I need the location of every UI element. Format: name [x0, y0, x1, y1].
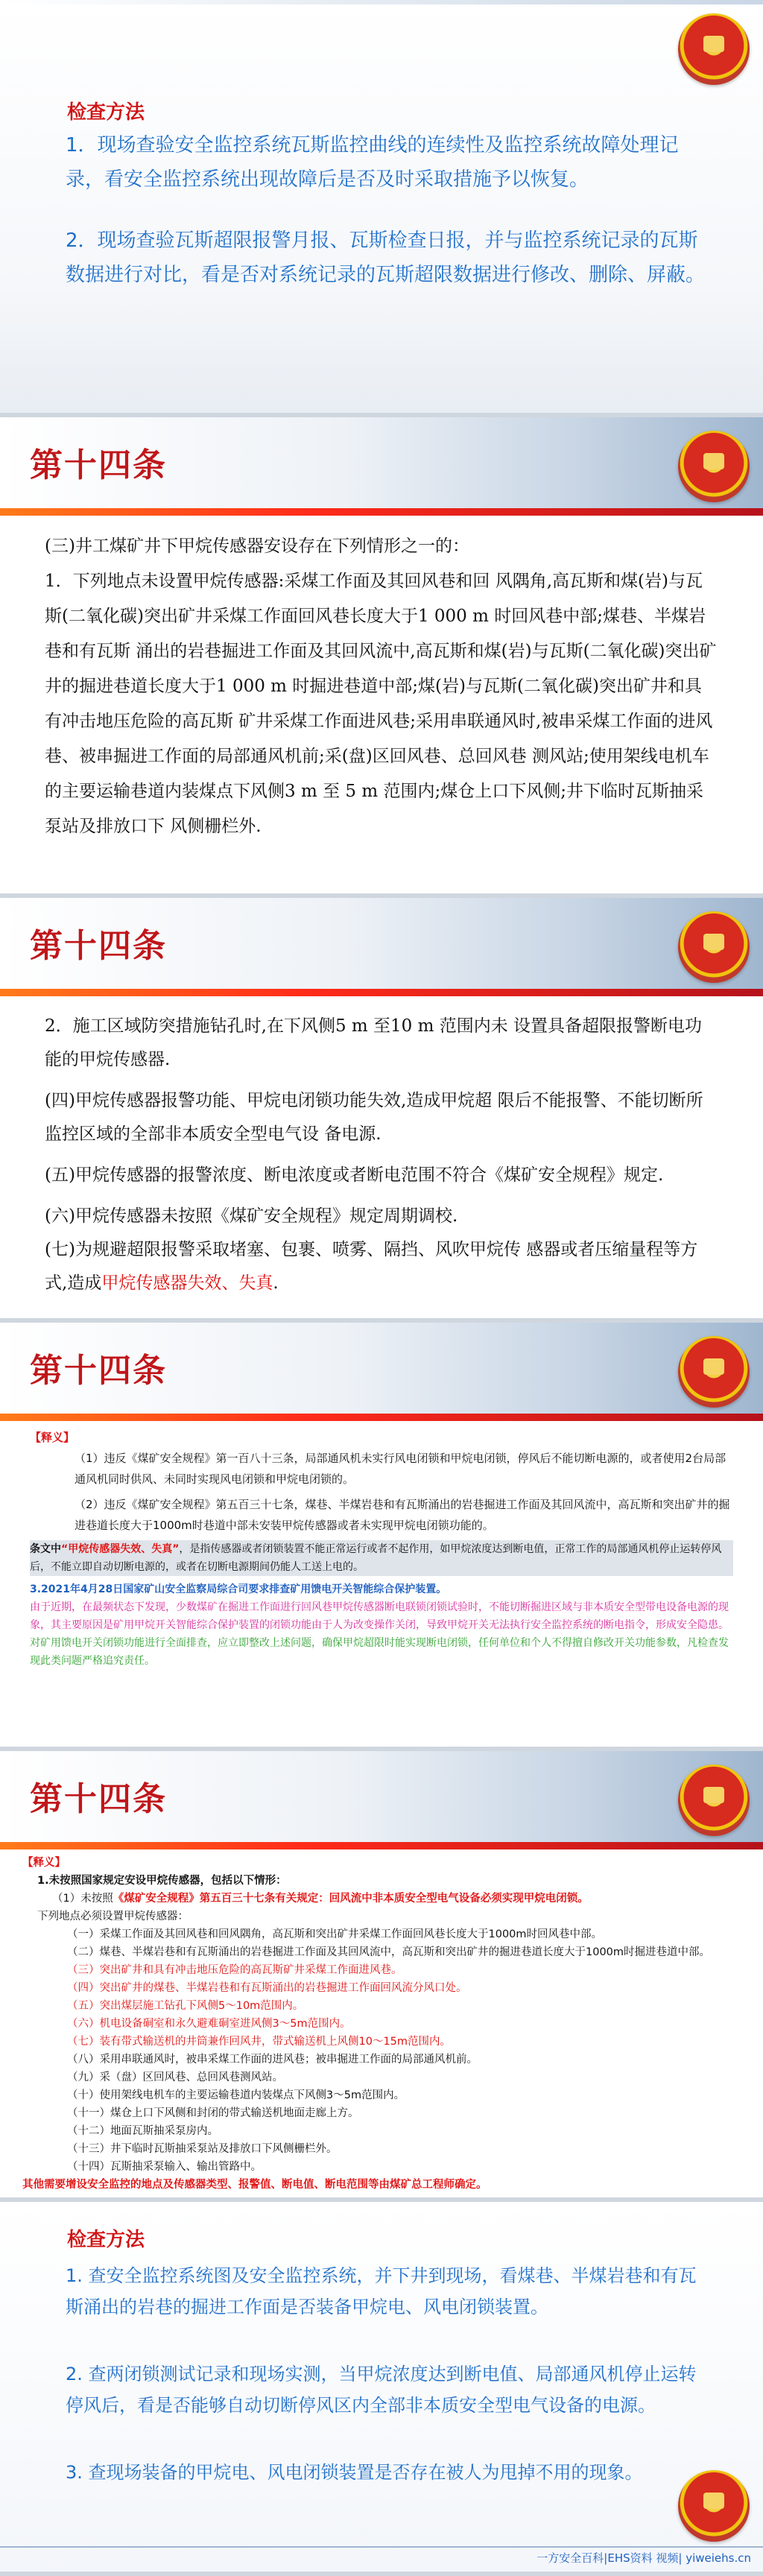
location-7: （七）装有带式输送机的井筒兼作回风井，带式输送机上风侧10～15m范围内。 [67, 2036, 452, 2048]
title-rule [0, 1842, 763, 1849]
location-4: （四）突出矿井的煤巷、半煤岩巷和有瓦斯涌出的岩巷掘进工作面回风流分风口处。 [67, 1982, 467, 1994]
regulation-prefix: （1）未按照 [52, 1893, 113, 1905]
clause-highlight: “甲烷传感器失效、失真” [61, 1543, 180, 1555]
section-heading: 检查方法 [67, 101, 145, 124]
slide-title: 第十四条 [30, 446, 167, 484]
item-four: (四)甲烷传感器报警功能、甲烷电闭锁功能失效,造成甲烷超 限后不能报警、不能切断所监控区域的全部非本质安全型电气设 备电源. [45, 1091, 703, 1144]
item-seven-end: . [273, 1273, 279, 1293]
interpretation-content [22, 1854, 741, 2194]
method-paragraph-1: 1．现场查验安全监控系统瓦斯监控曲线的连续性及监控系统故障处理记录，看安全监控系统出现故障后是否及时采取措施予以恢复。 [66, 134, 679, 191]
national-emblem-icon [678, 1336, 750, 1408]
slide-inspection-method-1 [0, 0, 763, 417]
location-11: （十一）煤仓上口下风侧和封闭的带式输送机地面走廊上方。 [67, 2107, 359, 2119]
article-content [45, 529, 718, 844]
item-five: (五)甲烷传感器的报警浓度、断电浓度或者断电范围不符合《煤矿安全规程》规定. [45, 1165, 664, 1185]
location-8: （八）采用串联通风时，被串采煤工作面的进风巷；被串掘进工作面的局部通风机前。 [67, 2054, 478, 2066]
interpretation-tag: 【释义】 [30, 1431, 75, 1444]
article-intro: (三)井工煤矿井下甲烷传感器安设存在下列情形之一的： [45, 537, 469, 556]
method-paragraph-1: 1. 查安全监控系统图及安全监控系统，并下井到现场，看煤巷、半煤岩巷和有瓦斯涌出的岩巷的掘进工作面是否装备甲烷电、风电闭锁装置。 [66, 2265, 697, 2317]
top-rule [0, 0, 763, 4]
regulation-reference [22, 1890, 741, 1908]
clause-prefix: 条文中 [30, 1543, 61, 1555]
method-paragraph-2: 2．现场查验瓦斯超限报警月报、瓦斯检查日报，并与监控系统记录的瓦斯数据进行对比，看是否对系统记录的瓦斯超限数据进行修改、删除、屏蔽。 [66, 230, 706, 286]
location-2: （二）煤巷、半煤岩巷和有瓦斯涌出的岩巷掘进工作面及其回风流中，高瓦斯和突出矿井的掘进巷道长度大于1000m时掘进巷道中部。 [67, 1946, 711, 1958]
location-3: （三）突出矿井和具有冲击地压危险的高瓦斯矿井采煤工作面进风巷。 [67, 1964, 402, 1976]
slide-article-14-interpretation-2 [0, 1751, 763, 2202]
method-paragraph-2: 2. 查两闭锁测试记录和现场实测，当甲烷浓度达到断电值、局部通风机停止运转停风后，看是否能够自动切断停风区内全部非本质安全型电气设备的电源。 [66, 2364, 697, 2416]
locations-intro: 下列地点必须设置甲烷传感器： [37, 1911, 189, 1922]
national-emblem-icon [678, 911, 750, 983]
slide-title: 第十四条 [30, 1352, 167, 1390]
interpretation-heading: 1.未按照国家规定安设甲烷传感器，包括以下情形： [37, 1875, 287, 1887]
item-seven [45, 1233, 718, 1300]
item-six: (六)甲烷传感器未按照《煤矿安全规程》规定周期调校. [45, 1206, 458, 1226]
method-paragraph-3: 3. 查现场装备的甲烷电、风电闭锁装置是否存在被人为甩掉不用的现象。 [66, 2462, 643, 2483]
location-5: （五）突出煤层施工钻孔下风侧5～10m范围内。 [67, 2000, 304, 2012]
slide-inspection-method-2 [0, 2202, 763, 2576]
interpretation-tag: 【释义】 [22, 1857, 66, 1869]
item-drilling: 2．施工区域防突措施钻孔时,在下风侧5 m 至10 m 范围内未 设置具备超限报警断电功能的甲烷传感器. [45, 1016, 703, 1069]
location-14: （十四）瓦斯抽采泵输入、输出管路中。 [67, 2161, 262, 2173]
title-rule [0, 989, 763, 996]
national-emblem-icon [678, 1765, 750, 1836]
footer-rule [0, 2546, 763, 2548]
footer-credit: 一方安全百科|EHS资料 视频| yiweiehs.cn [536, 2551, 751, 2565]
national-emblem-icon [678, 13, 750, 85]
notice-heading: 3.2021年4月28日国家矿山安全监察局综合司要求排查矿用馈电开关智能综合保护装置。 [30, 1583, 447, 1595]
article-text: 1．下列地点未设置甲烷传感器:采煤工作面及其回风巷和回 风隅角,高瓦斯和煤(岩)与瓦斯(二氧化碳)突出矿井采煤工作面回风巷长度大于1 000 m 时回风巷中部;煤巷、半煤岩巷和有瓦斯 涌出的岩巷掘进工作面及其回风流中,高瓦斯和煤(岩)与瓦斯(二氧化碳)突出矿井的掘进巷道长度大于1 000 m 时掘进巷道中部;煤(岩)与瓦斯(二氧化碳)突出矿井和具有冲击地压危险的高瓦斯 矿井采煤工作面进风巷;采用串联通风时,被串采煤工作面的进风巷、被串掘进工作面的局部通风机前;采(盘)区回风巷、总回风巷 测风站;使用架线电机车的主要运输巷道内装煤点下风侧3 m 至 5 m 范围内;煤仓上口下风侧;井下临时瓦斯抽采泵站及排放口下 风侧栅栏外. [45, 572, 717, 836]
notice-body: 由于近期，在最频状态下发现，少数煤矿在掘进工作面进行回风巷甲烷传感器断电联锁闭锁试验时，不能切断掘进区域与非本质安全型带电设备电源的现象，其主要原因是矿用甲烷开关智能综合保护装置的闭锁功能由于人为改变操作关闭，导致甲烷开关无法执行安全监控系统的断电指令，形成安全隐患。 [30, 1601, 729, 1631]
location-13: （十三）井下临时瓦斯抽采泵站及排放口下风侧栅栏外。 [67, 2143, 338, 2155]
slide-article-14-part-1 [0, 417, 763, 898]
item-seven-text: (七)为规避超限报警采取堵塞、包裹、喷雾、隔挡、风吹甲烷传 感器或者压缩量程等方式,造成 [45, 1240, 698, 1293]
location-12: （十二）地面瓦斯抽采泵房内。 [67, 2125, 218, 2137]
notice-requirement: 对矿用馈电开关闭锁功能进行全面排查，应立即整改上述问题，确保甲烷超限时能实现断电闭锁，任何单位和个人不得擅自修改开关功能参数，凡检查发现此类问题严格追究责任。 [30, 1637, 729, 1667]
regulation-highlight: 《煤矿安全规程》第五百三十七条有关规定：回风流中非本质安全型电气设备必须实现甲烷电闭锁。 [113, 1893, 589, 1905]
clause-text: ，是指传感器或者闭锁装置不能正常运行或者不起作用，如甲烷浓度达到断电值，正常工作的局部通风机停止运转停风后，不能立即自动切断电源的，或者在切断电源期间仍能人工送上电的。 [30, 1543, 722, 1573]
item-seven-highlight: 甲烷传感器失效、失真 [101, 1273, 273, 1293]
location-1: （一）采煤工作面及其回风巷和回风隅角，高瓦斯和突出矿井采煤工作面回风巷长度大于1000m时回风巷中部。 [67, 1928, 603, 1940]
slide-article-14-part-2 [0, 898, 763, 1323]
section-heading: 检查方法 [67, 2229, 145, 2251]
other-locations-note: 其他需要增设安全监控的地点及传感器类型、报警值、断电值、断电范围等由煤矿总工程师确定。 [22, 2179, 487, 2191]
slide-title: 第十四条 [30, 927, 167, 965]
national-emblem-icon [678, 431, 750, 502]
title-rule [0, 1414, 763, 1421]
article-content [45, 1010, 718, 1300]
slide-article-14-interpretation-1 [0, 1323, 763, 1751]
location-9: （九）采（盘）区回风巷、总回风巷测风站。 [67, 2072, 283, 2083]
location-10: （十）使用架线电机车的主要运输巷道内装煤点下风侧3～5m范围内。 [67, 2089, 405, 2101]
clause-explanation [30, 1540, 733, 1576]
interpretation-content [30, 1427, 733, 1670]
location-6: （六）机电设备硐室和永久避难硐室进风侧3～5m范围内。 [67, 2018, 351, 2030]
interpretation-item-2: （2）违反《煤矿安全规程》第五百三十七条，煤巷、半煤岩巷和有瓦斯涌出的岩巷掘进工作面及其回风流中，高瓦斯和突出矿井的掘进巷道长度大于1000m时巷道中部未安装甲烷传感器或者未实现甲烷电闭锁功能的。 [75, 1498, 730, 1532]
interpretation-item-1: （1）违反《煤矿安全规程》第一百八十三条，局部通风机未实行风电闭锁和甲烷电闭锁，停风后不能切断电源的，或者使用2台局部通风机同时供风、未同时实现风电闭锁和甲烷电闭锁的。 [75, 1452, 726, 1486]
title-rule [0, 508, 763, 516]
slide-title: 第十四条 [30, 1780, 167, 1818]
